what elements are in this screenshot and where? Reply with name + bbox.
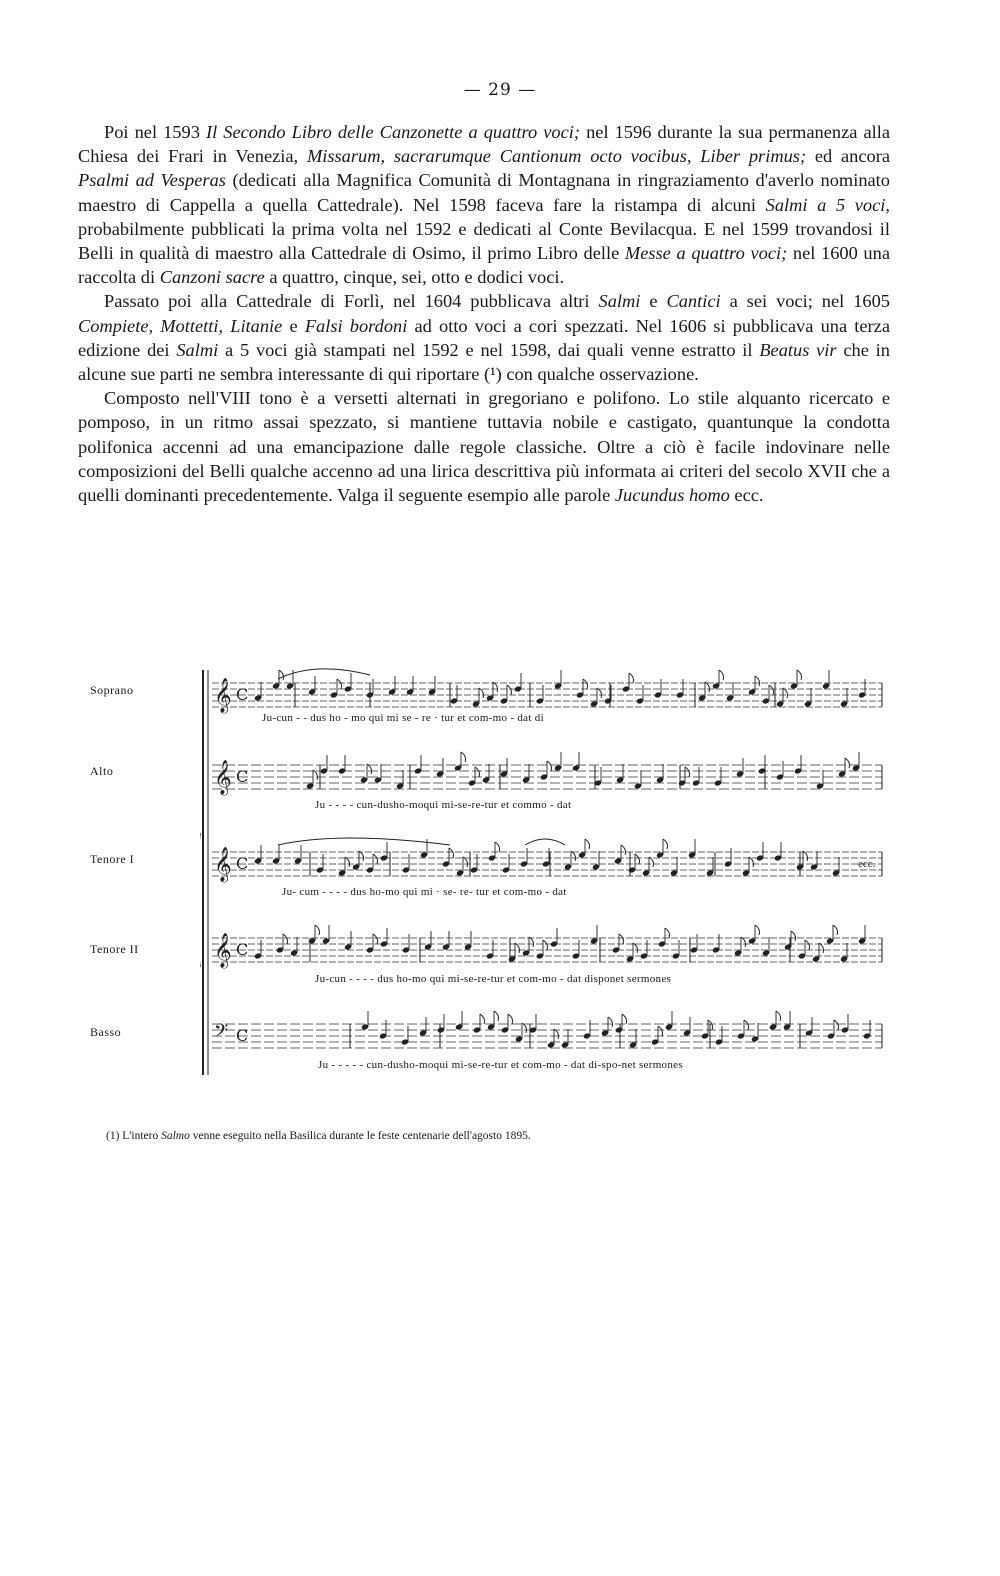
svg-text:C: C	[236, 854, 249, 873]
svg-text:𝄢: 𝄢	[214, 1021, 229, 1046]
page-number: — 29 —	[463, 80, 537, 100]
lyrics-basso: Ju - - - - - cun-dusho-moqui mi-se-re-tur et com-mo - dat di-spo-net sermones	[318, 1059, 683, 1071]
voice-label-basso: Basso	[90, 1025, 122, 1039]
voice-label-tenore-1: Tenore I	[90, 852, 135, 866]
svg-text:C: C	[236, 940, 249, 959]
footnote: (1) L'intero Salmo venne eseguito nella Basilica durante le feste centenarie dell'agosto 1895.	[106, 1130, 531, 1142]
svg-text:𝄞: 𝄞	[214, 678, 232, 713]
svg-text:𝄞: 𝄞	[214, 760, 232, 795]
paragraph: Poi nel 1593 Il Secondo Libro delle Canzonette a quattro voci; nel 1596 durante la sua permanenza alla Chiesa dei Frari in Venezia, Missarum, sacrarumque Cantionum octo vocibus, Liber primus; ed ancora Psalmi ad Vesperas (dedicati alla Magnifica Comunità di Montagnana in ringraziamento d'averlo nominato maestro di Cappella a quella Cattedrale). Nel 1598 faceva fare la ristampa di alcuni Salmi a 5 voci, probabilmente pubblicati la prima volta nel 1592 e dedicati al Conte Bevilacqua. E nel 1599 trovandosi il Belli in qualità di maestro alla Cattedrale di Osimo, il primo Libro delle Messe a quattro voci; nel 1600 una raccolta di Canzoni sacre a quattro, cinque, sei, otto e dodici voci.	[78, 122, 891, 288]
lyrics-tenore-1: Ju- cum - - - - dus ho-mo qui mi · se- re- tur et com-mo - dat	[282, 886, 567, 898]
lyrics-tenore-2: Ju-cun - - - - dus ho-mo qui mi-se-re-tur et com-mo - dat disponet sermones	[315, 973, 672, 985]
svg-text:C: C	[236, 767, 249, 786]
voice-label-tenore-2: Tenore II	[90, 942, 139, 956]
music-score	[90, 655, 910, 1085]
voice-label-soprano: Soprano	[90, 683, 134, 697]
voice-label-alto: Alto	[90, 764, 114, 778]
paragraph: Passato poi alla Cattedrale di Forlì, nel 1604 pubblicava altri Salmi e Cantici a sei voci; nel 1605 Compiete, Mottetti, Litanie e Falsi bordoni ad otto voci a cori spezzati. Nel 1606 si pubblicava una terza edizione dei Salmi a 5 voci già stampati nel 1592 e nel 1598, dai quali venne estratto il Beatus vir che in alcune sue parti ne sembra interessante di qui riportare (¹) con qualche osservazione.	[78, 291, 890, 385]
lyrics-alto: Ju - - - - cun-dusho-moqui mi-se-re-tur et commo - dat	[315, 799, 572, 811]
body-text	[78, 120, 890, 507]
svg-text:C: C	[236, 1026, 249, 1045]
svg-text:𝄞: 𝄞	[214, 933, 232, 968]
ecc-mark: ecc.	[858, 858, 876, 870]
svg-text:C: C	[236, 685, 249, 704]
paragraph: Composto nell'VIII tono è a versetti alternati in gregoriano e polifono. Lo stile alquanto ricercato e pomposo, in un ritmo assai spezzato, si mantiene tuttavia nobile e castigato, quantunque la condotta polifonica accenni ad una emancipazione dalle regole classiche. Oltre a ciò è facile indovinare nelle composizioni del Belli qualche accenno ad una lirica descrittiva più informata ai criteri del secolo XVII che a quelli dominanti precedentemente. Valga il seguente esempio alle parole Jucundus homo ecc.	[78, 388, 890, 506]
lyrics-soprano: Ju-cun - - dus ho - mo qui mi se - re · tur et com-mo - dat di	[262, 712, 544, 724]
svg-text:𝄞: 𝄞	[214, 847, 232, 882]
